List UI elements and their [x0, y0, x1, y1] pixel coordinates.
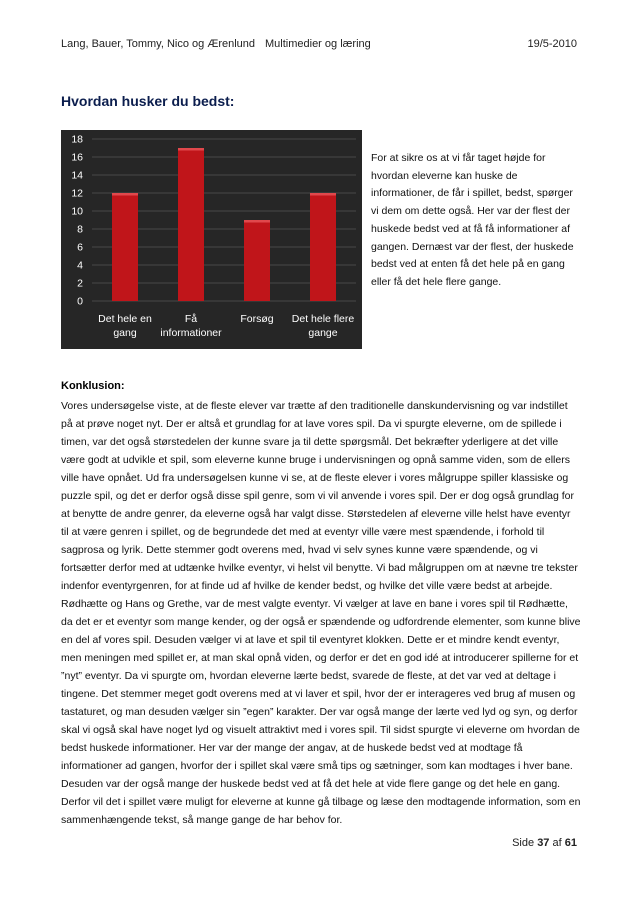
conclusion-title: Konklusion: [61, 380, 125, 392]
x-tick-label: informationer [160, 327, 222, 339]
bar-highlight [112, 193, 138, 196]
y-tick-label: 18 [71, 133, 83, 146]
y-tick-label: 0 [77, 295, 83, 308]
x-tick-label: gang [113, 327, 137, 339]
bar-highlight [178, 148, 204, 151]
bar-chart [61, 130, 362, 349]
x-tick-label: gange [308, 327, 338, 339]
x-tick-label: Det hele flere [291, 313, 355, 325]
bar-chart-svg [61, 130, 362, 349]
y-tick-label: 14 [71, 169, 83, 182]
bar-highlight [310, 193, 336, 196]
y-tick-label: 8 [77, 223, 83, 236]
y-tick-label: 10 [71, 205, 83, 218]
y-tick-label: 6 [77, 241, 83, 254]
section-heading: Hvordan husker du bedst: [61, 93, 235, 109]
page-footer [512, 837, 577, 849]
x-tick-label: Det hele en [98, 313, 152, 325]
footer-middle: af [552, 837, 562, 849]
y-tick-label: 2 [77, 277, 83, 290]
x-tick-label: Få [184, 313, 198, 325]
y-tick-label: 4 [77, 259, 83, 272]
y-tick-label: 12 [71, 187, 83, 200]
x-tick-label: Forsøg [240, 313, 274, 325]
header-authors: Lang, Bauer, Tommy, Nico og Ærenlund [61, 38, 256, 50]
header-course: Multimedier og læring [265, 38, 371, 50]
header-date: 19/5-2010 [527, 38, 577, 50]
bar-highlight [244, 220, 270, 223]
bar [112, 193, 138, 301]
y-tick-label: 16 [71, 151, 83, 164]
footer-page-number: 37 [537, 837, 550, 849]
chart-description: For at sikre os at vi får taget højde for hvordan eleverne kan huske de informationer, de får i spillet, bedst, spørger vi dem om dette også. Her var der flest der huskede bedst ved at få få informationer af gangen. Dernæst var der flest, der huskede bedst ved at enten få det hele på en gang eller få det hele flere gange. [371, 152, 574, 288]
page-header [61, 38, 577, 54]
footer-total-pages: 61 [564, 837, 577, 849]
bar [310, 193, 336, 301]
bar [178, 148, 204, 301]
bar [244, 220, 270, 301]
footer-prefix: Side [512, 837, 535, 849]
conclusion-body: Vores undersøgelse viste, at de fleste elever var trætte af den traditionelle danskundervisning og var indstillet på at prøve noget nyt. Der er altså et grundlag for at lave vores spil. Da vi spurgte eleverne, om de spillede i timen, var det også størstedelen der kunne svare ja til dette spørgsmål. Det bekræfter yderligere at det ville være godt at udvikle et spil, som eleverne kunne bruge i undervisningen og opnå samme viden, som de ellers ville have opnået. Ud fra undersøgelsen kunne vi se, at de fleste elever i vores målgruppe spiller klassiske og puzzle spil, og det er derfor også disse spil genre, som vi vil anvende i vores spil. Der er dog også grundlag for at benytte de andre genrer, da eleverne også har valgt disse. Størstedelen af eleverne ville helst have eventyr til at være genren i spillet, og de begrundede det med at eventyr ville være mest spændende, i forhold til sagprosa og lyrik. Dette stemmer godt overens med, hvad vi selv synes kunne være spændende, og vi fortsætter derfor med at udtænke hvilke eventyr, vi helst vil benytte. Vi bad målgruppen om at nævne tre tekster indenfor eventyrgenren, for at finde ud af hvilke de kender bedst, og hvilke det ville være bedst at arbejde. Rødhætte og Hans og Grethe, var de mest valgte eventyr. Vi vælger at lave en bane i vores spil til Rødhætte, da det er et eventyr som mange kender, og der også er spændende og udfordrende elementer, som kunne blive en del af vores spil. Desuden vælger vi at lave et spil til eventyret klokken. Dette er et mindre kendt eventyr, men meningen med spillet er, at man skal opnå viden, og derfor er det en god idé at introducerer spillerne for et ”nyt” eventyr. Da vi spurgte om, hvordan eleverne lærte bedst, svarede de fleste, at det var ved at deltage i tingene. Det stemmer meget godt overens med at vi laver et spil, hvor der er interageres ved brug af musen og tastaturet, og man desuden vælger sin ”egen” karakter. Der var også mange der lærte ved lyd og syn, og derfor skal vi også skal have noget lyd og visuelt attraktivt med i vores spil. Til sidst spurgte vi eleverne om hvordan de bedst huskede informationer. Her var der mange der angav, at de huskede bedst ved at modtage få informationer ad gangen, hvorfor der i spillet skal være små tips og sætninger, som kan modtages i hver bane. Desuden var der også mange der huskede bedst ved at få det hele at vide flere gange og det hele en gang. Derfor vil det i spillet være muligt for eleverne at kunne gå tilbage og læse den modtagende information, som en sammenhængende tekst, så mange gange de har behov for. [61, 400, 581, 826]
